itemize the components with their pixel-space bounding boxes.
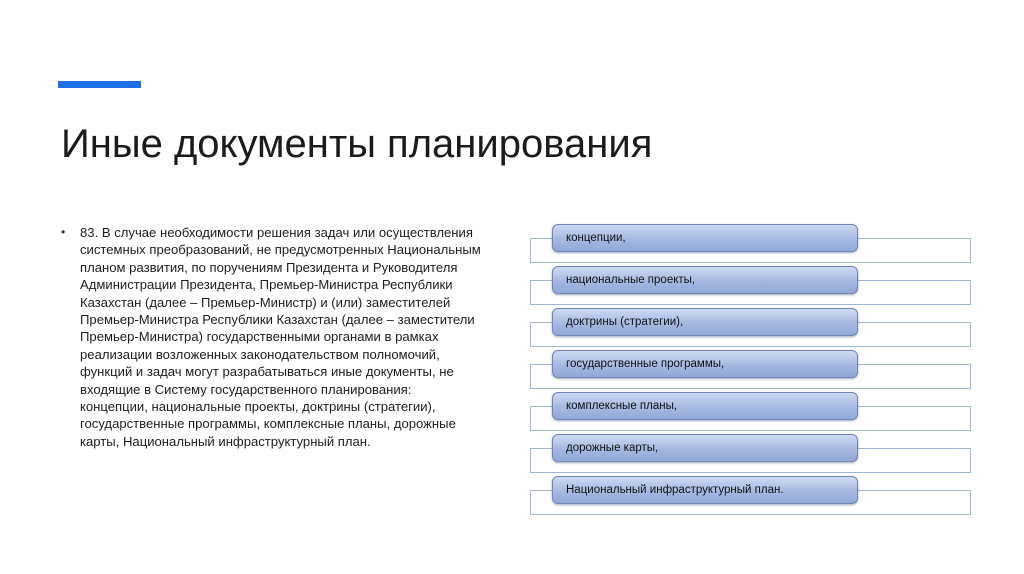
- item-label: национальные проекты,: [566, 274, 696, 286]
- diagram-item: [530, 308, 971, 348]
- body-paragraph: [61, 224, 481, 450]
- diagram-item: [530, 392, 971, 432]
- diagram-item: [530, 476, 971, 516]
- item-label: дорожные карты,: [566, 442, 659, 454]
- item-label: доктрины (стратегии),: [566, 316, 684, 328]
- diagram-item: [530, 224, 971, 264]
- document-list-diagram: [530, 224, 972, 519]
- body-text: 83. В случае необходимости решения задач или осуществления системных преобразований, не предусмотренных Национальным планом развития, по поручениям Президента и Руководителя Администрации Президента, Премьер-Министра Республики Казахстан (далее – Премьер-Министр) и (или) заместителей Премьер-Министра Республики Казахстан (далее – заместители Премьер-Министра) государственными органами в рамках реализации возложенных законодательством полномочий, функций и задач могут разрабатываться иные документы, не входящие в Систему государственного планирования: концепции, национальные проекты, доктрины (стратегии), государственные программы, комплексные планы, дорожные карты, Национальный инфраструктурный план.: [80, 225, 481, 449]
- diagram-item: [530, 266, 971, 306]
- slide-title: Иные документы планирования: [61, 122, 653, 166]
- item-label: государственные программы,: [566, 358, 725, 370]
- diagram-item: [530, 434, 971, 474]
- item-label: комплексные планы,: [566, 400, 678, 412]
- item-label: концепции,: [566, 232, 626, 244]
- bullet-marker: •: [61, 225, 66, 239]
- diagram-item: [530, 350, 971, 390]
- accent-bar: [58, 81, 141, 88]
- item-label: Национальный инфраструктурный план.: [566, 484, 784, 496]
